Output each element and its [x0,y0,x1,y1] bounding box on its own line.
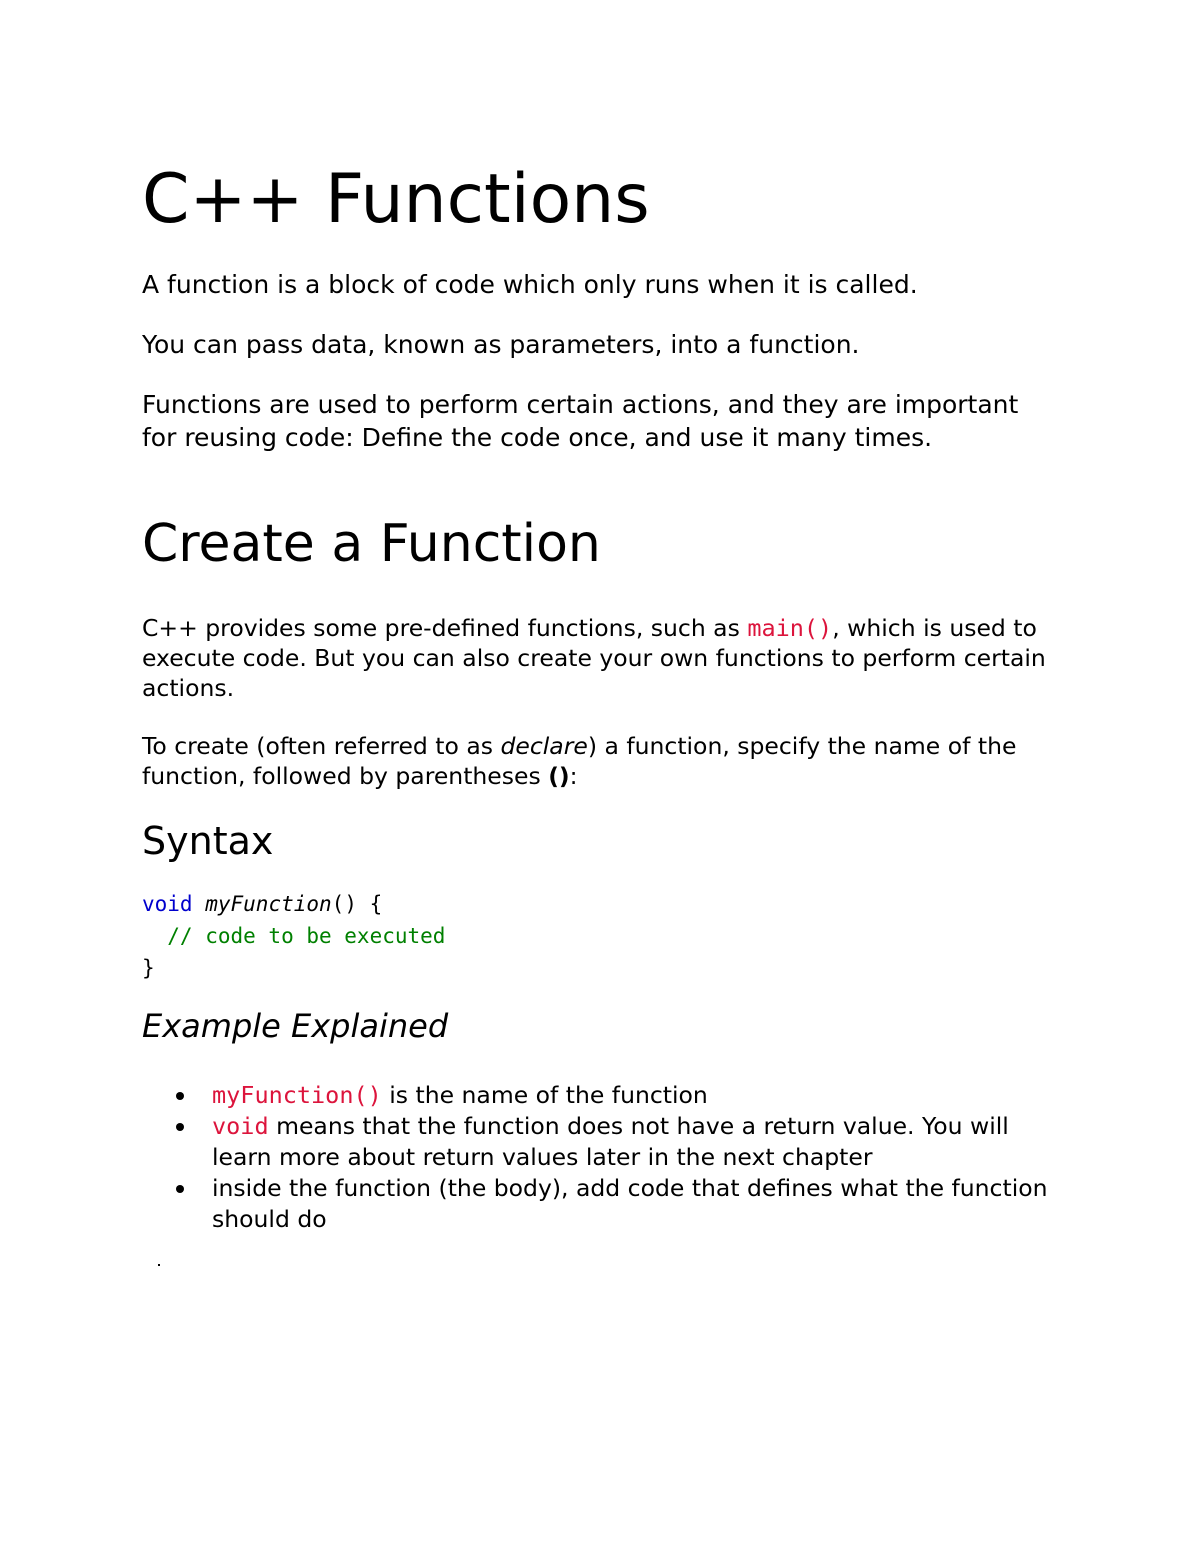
parentheses-bold: () [548,762,570,790]
syntax-heading: Syntax [142,819,274,863]
create-p2-text-before: To create (often referred to as [142,732,501,760]
list-item [142,1080,1057,1111]
inline-code-main: main() [747,614,833,642]
create-p1-text-before: C++ provides some pre-defined functions, such as [142,614,748,642]
list-item-text: is the name of the function [381,1081,708,1109]
code-closing-brace: } [142,956,155,980]
create-p2-text-after: : [569,762,578,790]
create-paragraph-1 [142,613,1057,703]
create-paragraph-2 [142,731,1057,791]
stray-dot [158,1264,160,1266]
list-item [142,1111,1057,1173]
create-p2-text-middle: ) a function, specify the name of the function, followed by parentheses [142,732,1017,790]
page-title: C++ Functions [142,160,650,239]
code-line1-rest: () { [331,892,383,916]
intro-paragraph-3: Functions are used to perform certain actions, and they are important for reusing code: Define the code once, and use it many times. [142,390,1019,452]
code-keyword-void: void [142,892,193,916]
create-p1-text-after: , which is used to execute code. But you can also create your own functions to perform certain actions. [142,614,1046,702]
list-item-text: means that the function does not have a return value. You will learn more about return values later in the next chapter [212,1112,1009,1171]
explanation-list [142,1080,1057,1235]
intro-paragraph-2: You can pass data, known as parameters, into a function. [142,330,860,359]
syntax-code-block [142,888,445,984]
list-item-text: inside the function (the body), add code that defines what the function should do [212,1174,1048,1233]
example-explained-heading: Example Explained [142,1007,449,1045]
inline-code-void: void [212,1112,269,1140]
inline-code-myfunction: myFunction() [212,1081,382,1109]
code-function-name: myFunction [205,892,332,916]
code-comment: // code to be executed [142,924,446,948]
declare-emphasis: declare [500,732,588,760]
create-function-heading: Create a Function [142,514,601,574]
intro-paragraph-1: A function is a block of code which only runs when it is called. [142,270,918,299]
list-item [142,1173,1057,1235]
